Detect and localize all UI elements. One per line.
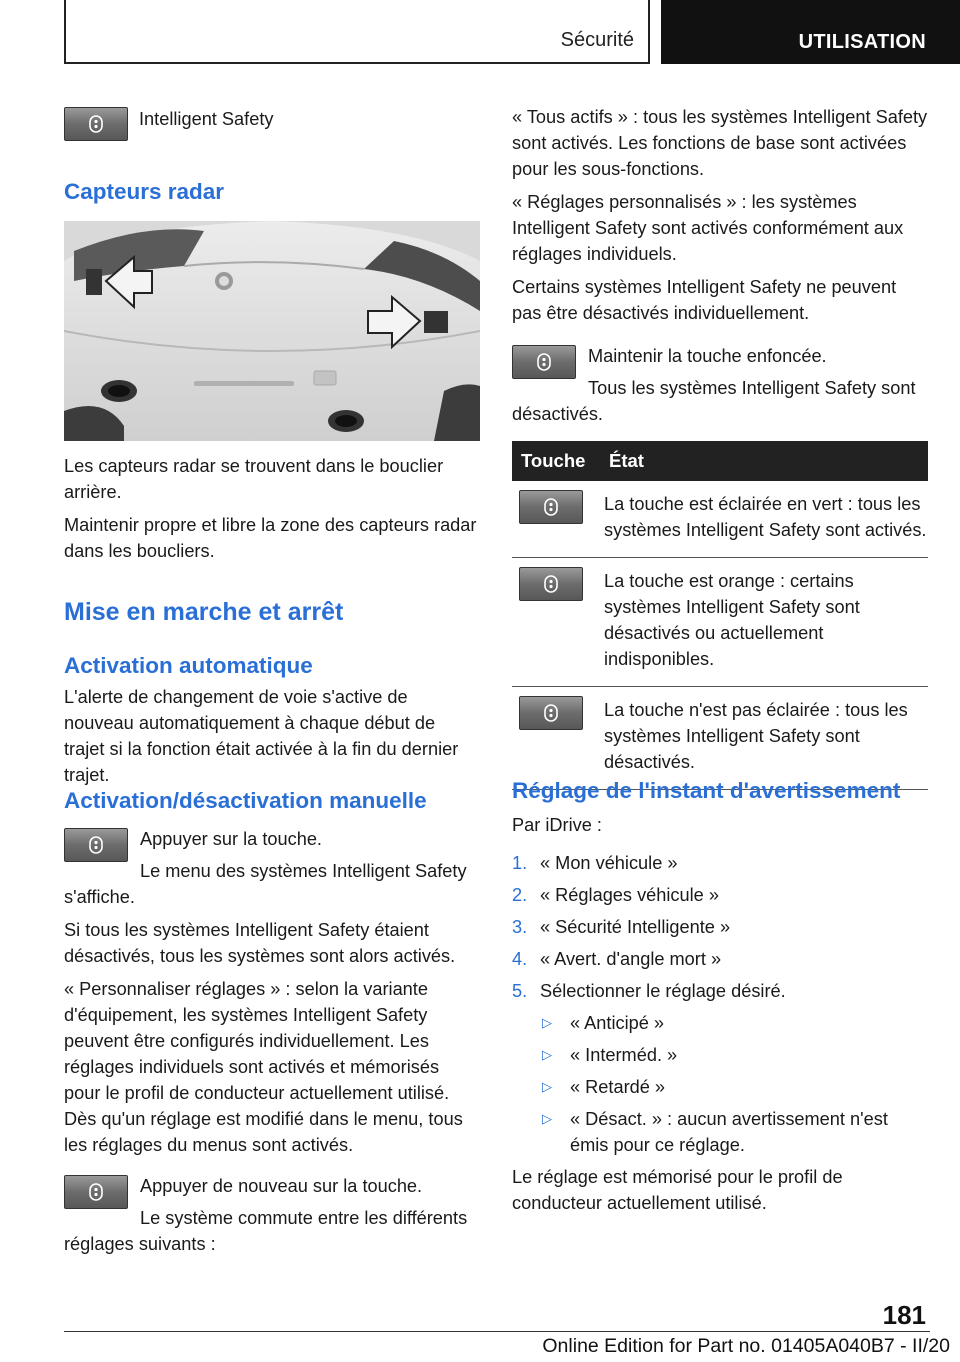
list-item: 1. « Mon véhicule » bbox=[512, 853, 678, 873]
page-number: 181 bbox=[882, 1300, 926, 1330]
intelligent-safety-button-icon bbox=[64, 107, 128, 141]
auto-paragraph: L'alerte de changement de voie s'active de nouveau automatiquement à chaque début de trajet si la fonction était activée à la fin du dernier trajet. bbox=[64, 687, 459, 785]
idrive-steps bbox=[512, 850, 928, 1223]
list-item: ▷ « Anticipé » bbox=[542, 1010, 928, 1036]
button-off-icon bbox=[519, 696, 583, 730]
footer-divider bbox=[64, 1331, 930, 1332]
header-chapter-title: UTILISATION bbox=[798, 31, 926, 53]
list-item: 3. « Sécurité Intelligente » bbox=[512, 917, 731, 937]
button-green-icon bbox=[519, 490, 583, 524]
hold-step: Maintenir la touche enfoncée. bbox=[588, 346, 827, 366]
manual-step-1: Appuyer sur la touche. bbox=[140, 829, 322, 849]
footer-edition: Online Edition for Part no. 01405A040B7 - II/20 bbox=[542, 1335, 950, 1357]
table-header-touche: Touche bbox=[512, 441, 600, 481]
settings-description bbox=[512, 104, 928, 333]
note-paragraph: Certains systèmes Intelligent Safety ne peuvent pas être désactivés individuellement. bbox=[512, 277, 897, 323]
manual-paragraph-1: Si tous les systèmes Intelligent Safety étaient désactivés, tous les systèmes sont alors activés. bbox=[64, 920, 456, 966]
rear-bumper-radar-illustration bbox=[64, 221, 480, 441]
intelligent-safety-button-icon bbox=[512, 345, 576, 379]
auto-title: Activation automatique bbox=[64, 653, 313, 678]
intro-label: Intelligent Safety bbox=[139, 109, 274, 129]
radar-description bbox=[64, 453, 480, 571]
header-section-title: Sécurité bbox=[560, 29, 634, 51]
manual-step-2-section bbox=[64, 1173, 480, 1264]
via-idrive: Par iDrive : bbox=[512, 815, 602, 835]
intelligent-safety-button-icon bbox=[64, 1175, 128, 1209]
warning-time-title: Réglage de l'instant d'avertissement bbox=[512, 778, 901, 803]
manual-section bbox=[64, 826, 480, 1165]
manual-step-1-description: Le menu des systèmes Intelligent Safety s'affiche. bbox=[64, 861, 467, 907]
list-item: 5. Sélectionner le réglage désiré. bbox=[512, 981, 786, 1001]
table-cell-state: La touche est orange : certains systèmes Intelligent Safety sont désactivés ou actuellement indisponibles. bbox=[600, 558, 928, 687]
list-item: ▷ « Désact. » : aucun avertissement n'est émis pour ce réglage. bbox=[542, 1106, 928, 1158]
table-cell-state: La touche n'est pas éclairée : tous les systèmes Intelligent Safety sont désactivés. bbox=[600, 687, 928, 790]
table-row bbox=[512, 687, 928, 790]
header-section-box bbox=[64, 0, 650, 64]
triangle-bullet-icon: ▷ bbox=[542, 1079, 552, 1094]
all-active-paragraph: « Tous actifs » : tous les systèmes Intelligent Safety sont activés. Les fonctions de base sont activées pour les sous-fonctions. bbox=[512, 107, 928, 179]
button-state-table bbox=[512, 441, 928, 790]
hold-section bbox=[512, 343, 928, 434]
list-item: ▷ « Retardé » bbox=[542, 1074, 928, 1100]
table-header-etat: État bbox=[600, 441, 928, 481]
manual-title: Activation/désactivation manuelle bbox=[64, 788, 427, 813]
radar-paragraph-2: Maintenir propre et libre la zone des capteurs radar dans les boucliers. bbox=[64, 515, 477, 561]
intro-row bbox=[64, 106, 480, 141]
onoff-title: Mise en marche et arrêt bbox=[64, 598, 344, 626]
list-item: 4. « Avert. d'angle mort » bbox=[512, 949, 722, 969]
table-row bbox=[512, 481, 928, 558]
radar-paragraph-1: Les capteurs radar se trouvent dans le bouclier arrière. bbox=[64, 456, 444, 502]
manual-step-2: Appuyer de nouveau sur la touche. bbox=[140, 1176, 423, 1196]
closing-paragraph: Le réglage est mémorisé pour le profil de conducteur actuellement utilisé. bbox=[512, 1167, 843, 1213]
manual-step-2-description: Le système commute entre les différents réglages suivants : bbox=[64, 1208, 468, 1254]
custom-paragraph: « Réglages personnalisés » : les systèmes Intelligent Safety sont activés conformément aux réglages individuels. bbox=[512, 192, 904, 264]
triangle-bullet-icon: ▷ bbox=[542, 1015, 552, 1030]
triangle-bullet-icon: ▷ bbox=[542, 1047, 552, 1062]
hold-description: Tous les systèmes Intelligent Safety sont désactivés. bbox=[512, 378, 916, 424]
table-row bbox=[512, 558, 928, 687]
header-chapter-tab bbox=[661, 0, 960, 64]
button-orange-icon bbox=[519, 567, 583, 601]
intelligent-safety-button-icon bbox=[64, 828, 128, 862]
triangle-bullet-icon: ▷ bbox=[542, 1111, 552, 1126]
manual-paragraph-2: « Personnaliser réglages » : selon la variante d'équipement, les systèmes Intelligent Safety peuvent être configurés individuellement. Les réglages individuels sont activés et mémorisés pour le profil de conducteur actuellement utilisé. Dès qu'un réglage est modifié dans le menu, tous les réglages du menus sont activés. bbox=[64, 979, 463, 1155]
radar-title: Capteurs radar bbox=[64, 179, 225, 204]
table-cell-state: La touche est éclairée en vert : tous les systèmes Intelligent Safety sont activés. bbox=[600, 481, 928, 558]
list-item: 2. « Réglages véhicule » bbox=[512, 885, 719, 905]
list-item: ▷ « Interméd. » bbox=[542, 1042, 928, 1068]
